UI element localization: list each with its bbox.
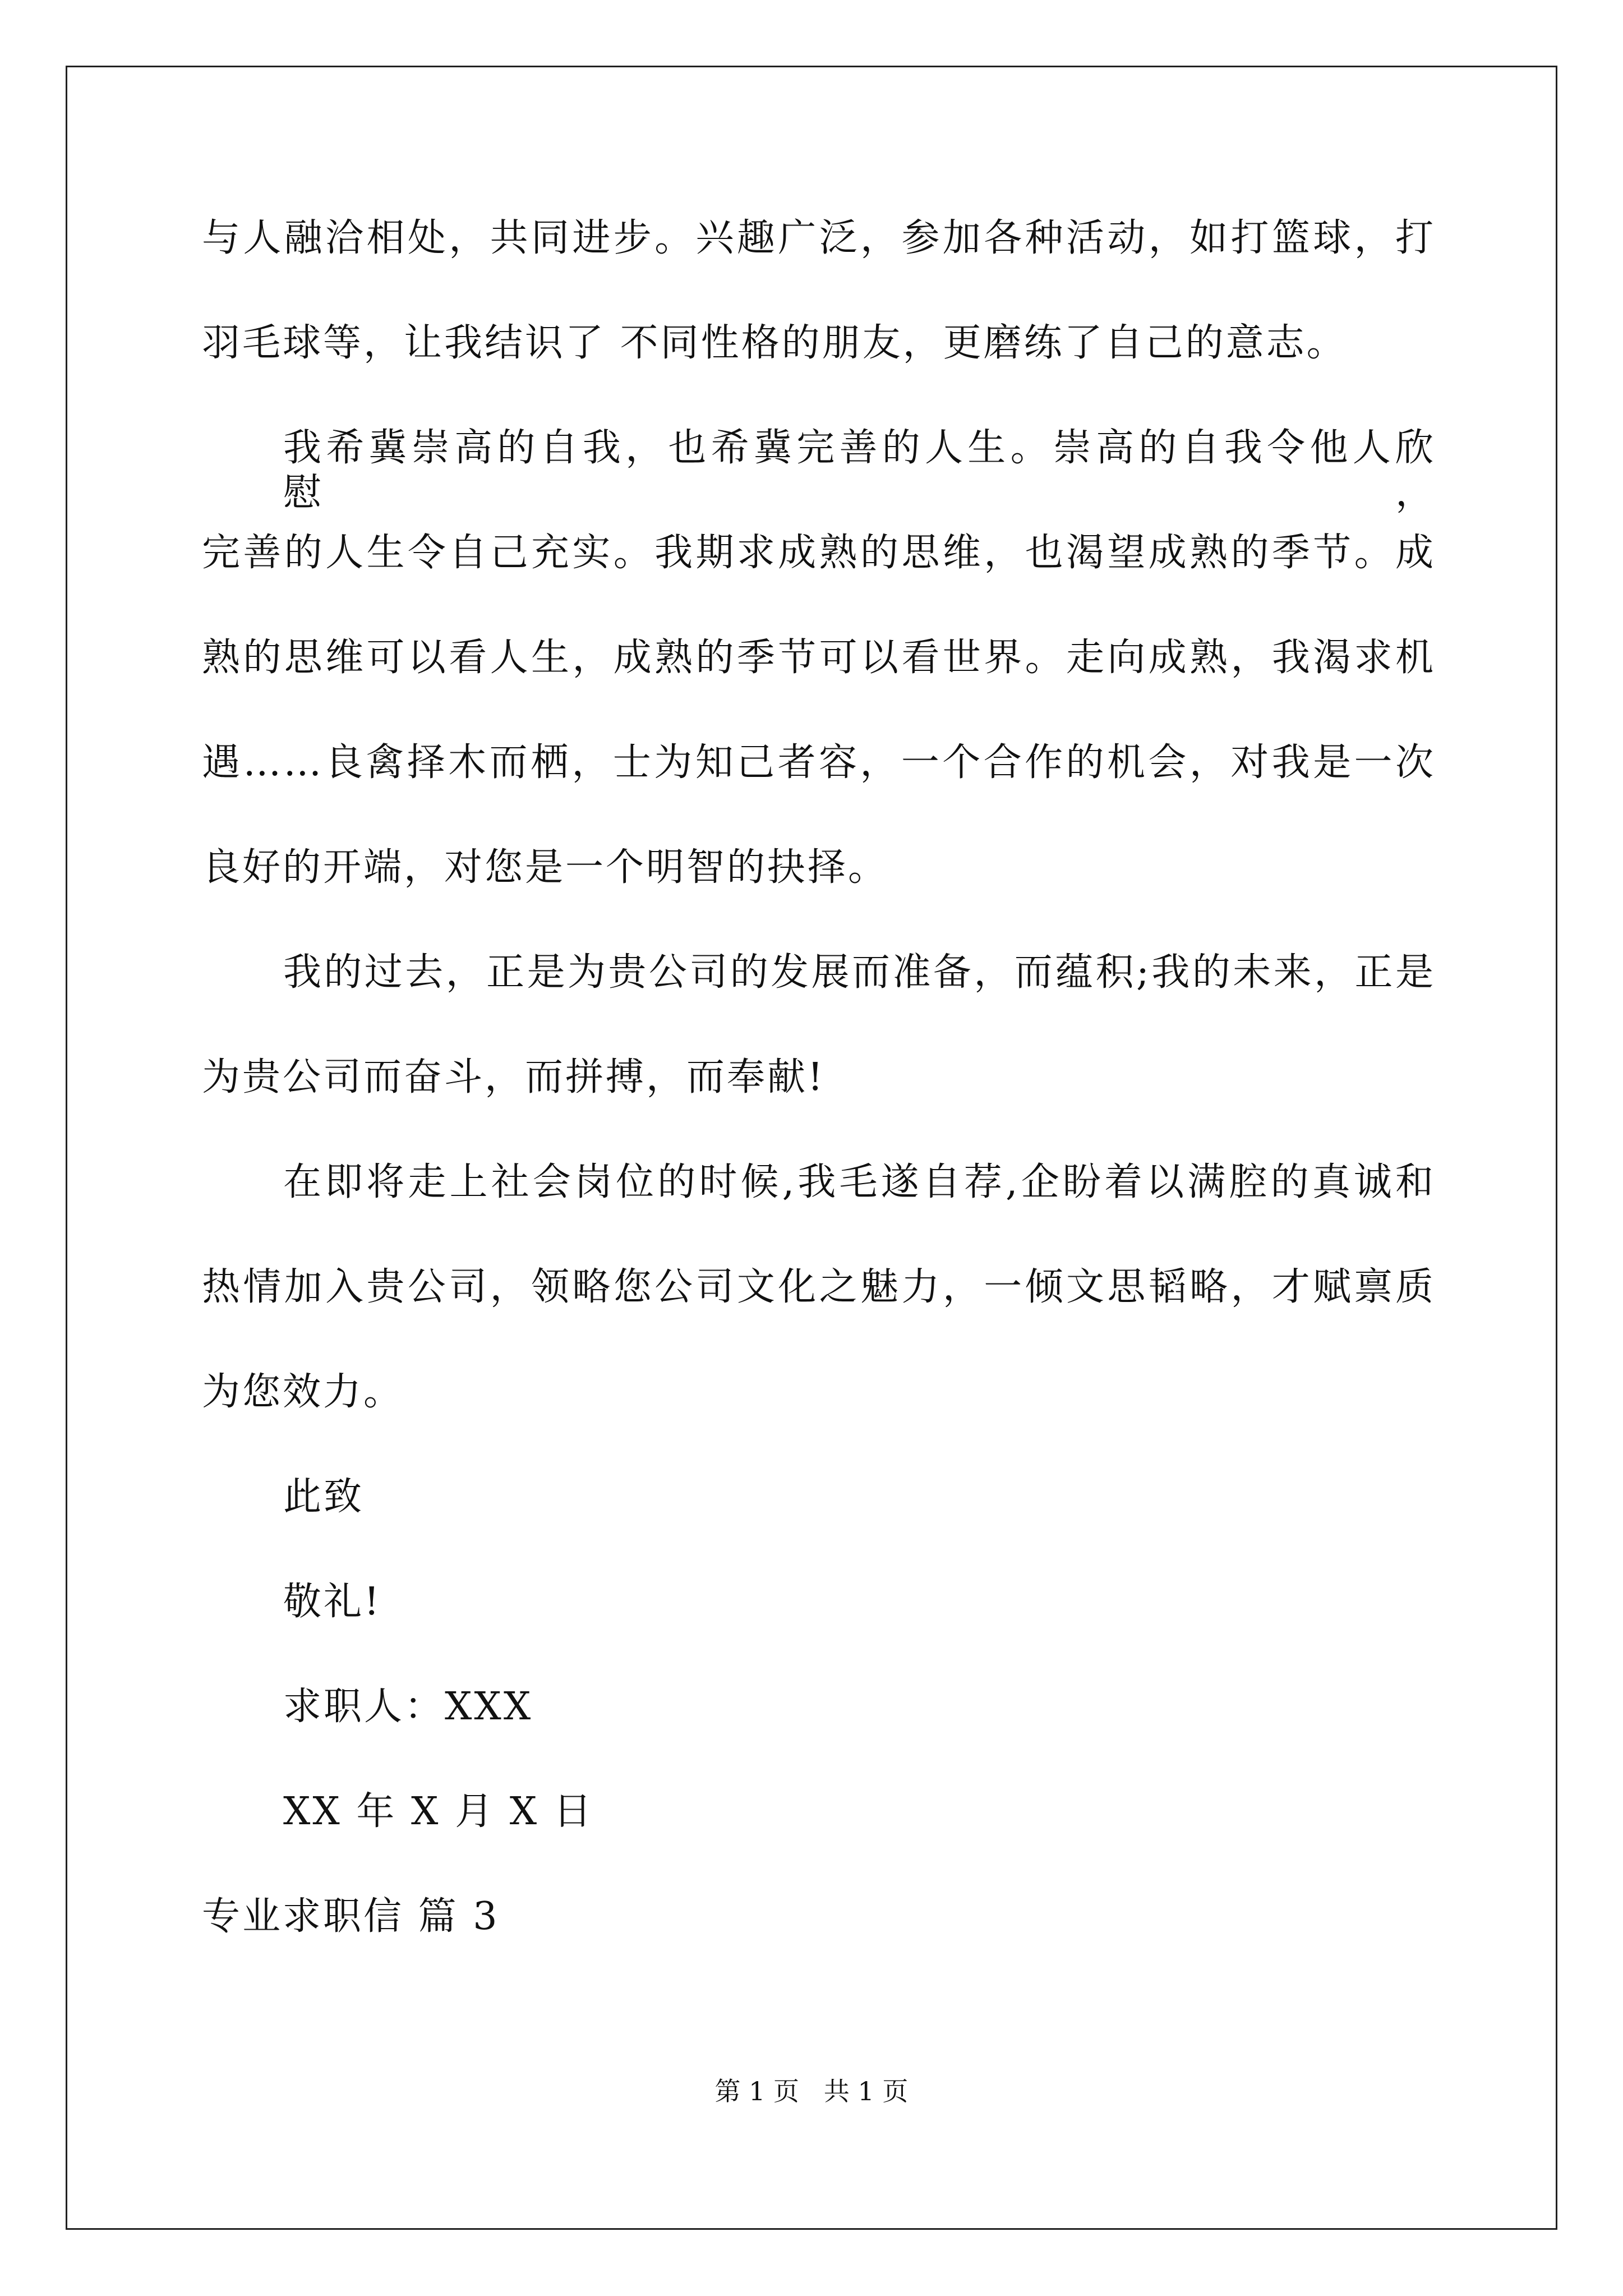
signature-date: XX 年 X 月 X 日 — [283, 1789, 594, 1834]
paragraph-line: 在即将走上社会岗位的时候,我毛遂自荐,企盼着以满腔的真诚和 — [283, 1160, 1436, 1204]
closing-regards: 敬礼! — [283, 1580, 382, 1624]
paragraph-line: 良好的开端，对您是一个明智的抉择。 — [202, 845, 889, 890]
paragraph-line: 羽毛球等，让我结识了 不同性格的朋友，更磨练了自己的意志。 — [202, 321, 1347, 365]
paragraph-line: 我的过去，正是为贵公司的发展而准备，而蕴积;我的未来，正是 — [283, 950, 1436, 995]
paragraph-line: 热情加入贵公司，领略您公司文化之魅力，一倾文思韬略，才赋禀质 — [202, 1265, 1436, 1309]
paragraph-line: 我希冀崇高的自我，也希冀完善的人生。崇高的自我令他人欣慰， — [283, 426, 1436, 515]
signature-name: 求职人：XXX — [283, 1685, 533, 1729]
page-number-footer: 第 1 页 共 1 页 — [714, 2076, 909, 2106]
paragraph-line: 熟的思维可以看人生，成熟的季节可以看世界。走向成熟，我渴求机 — [202, 636, 1436, 680]
paragraph-line: 完善的人生令自己充实。我期求成熟的思维，也渴望成熟的季节。成 — [202, 531, 1436, 575]
section-heading: 专业求职信 篇 3 — [202, 1894, 500, 1939]
paragraph-line: 与人融洽相处，共同进步。兴趣广泛，参加各种活动，如打篮球，打 — [202, 216, 1436, 260]
paragraph-line: 为贵公司而奋斗，而拼搏，而奉献! — [202, 1055, 826, 1099]
closing-salutation: 此致 — [283, 1475, 365, 1519]
paragraph-line: 遇……良禽择木而栖，士为知己者容，一个合作的机会，对我是一次 — [202, 740, 1436, 785]
document-body — [202, 216, 1436, 1999]
paragraph-line: 为您效力。 — [202, 1370, 404, 1414]
